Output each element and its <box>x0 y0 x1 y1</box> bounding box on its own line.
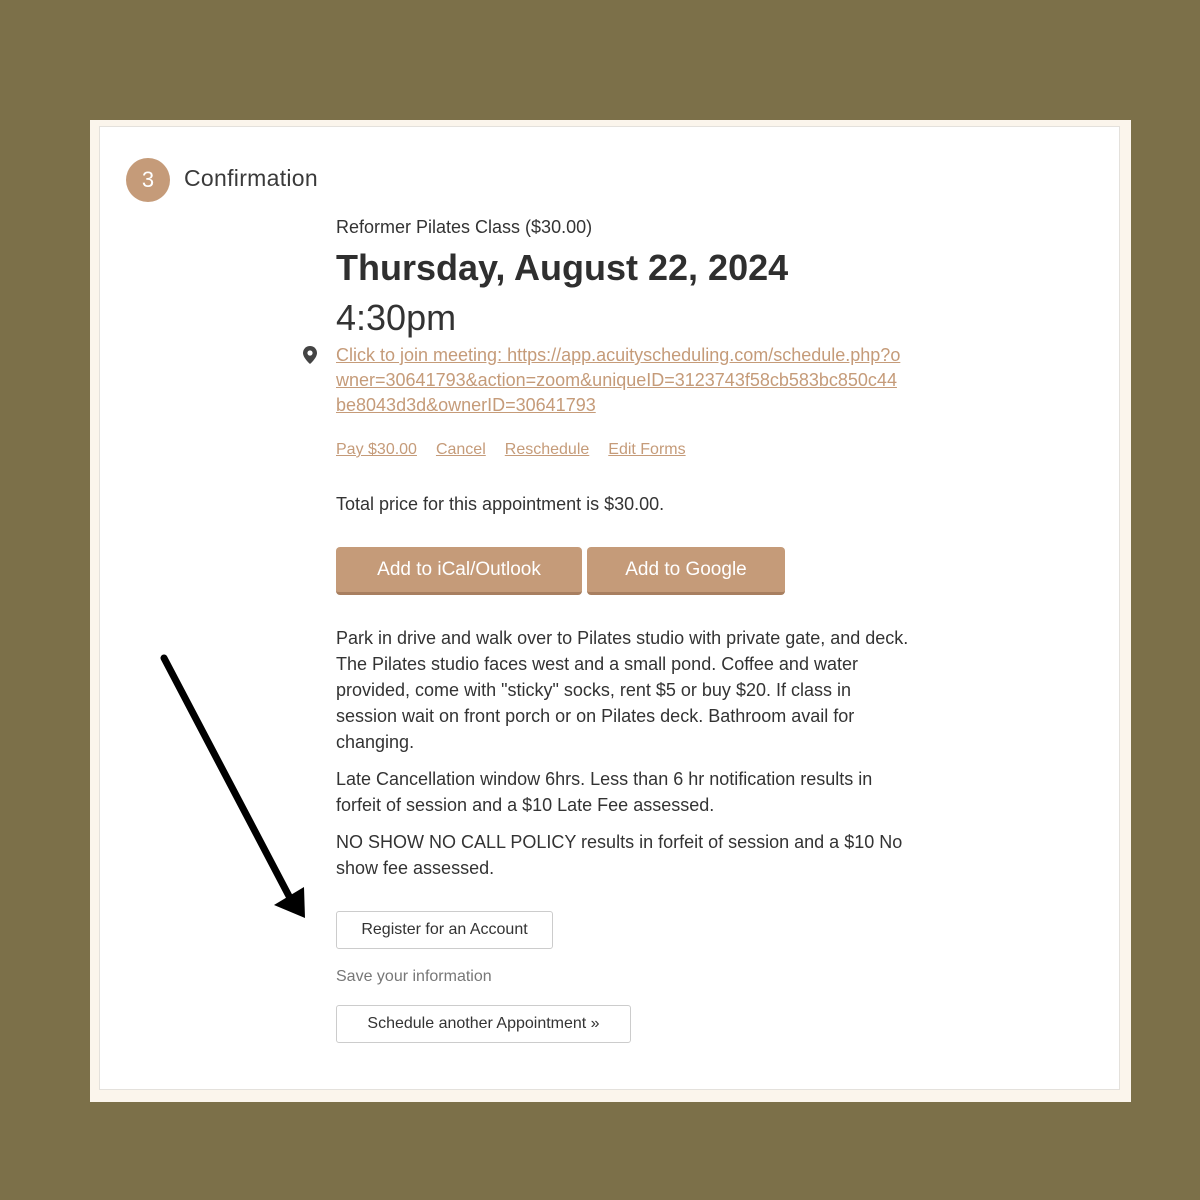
appointment-time: 4:30pm <box>336 297 457 338</box>
confirmation-card <box>99 126 1120 1090</box>
outer-frame <box>90 120 1131 1102</box>
register-account-button[interactable]: Register for an Account <box>336 911 553 949</box>
reschedule-link[interactable]: Reschedule <box>504 441 590 458</box>
calendar-buttons <box>336 547 785 595</box>
edit-forms-link[interactable]: Edit Forms <box>608 441 686 458</box>
cancel-link[interactable]: Cancel <box>435 441 486 458</box>
pay-link[interactable]: Pay $30.00 <box>336 441 417 458</box>
add-to-ical-button[interactable]: Add to iCal/Outlook <box>336 547 582 595</box>
map-pin-icon <box>303 346 317 364</box>
meeting-link[interactable]: Click to join meeting: https://app.acuityscheduling.com/schedule.php?owner=30641793&action=zoom&uniqueID=3123743f58cb583bc850c44be8043d3d&ownerID=30641793 <box>336 345 901 415</box>
step-title: Confirmation <box>184 165 318 191</box>
arrow-down-right-icon <box>150 650 320 930</box>
note-late-cancellation: Late Cancellation window 6hrs. Less than 6 hr notification results in forfeit of session and a $10 Late Fee assessed. <box>336 769 873 815</box>
note-no-show-policy: NO SHOW NO CALL POLICY results in forfeit of session and a $10 No show fee assessed. <box>336 832 903 878</box>
note-directions: Park in drive and walk over to Pilates studio with private gate, and deck. The Pilates studio faces west and a small pond. Coffee and water provided, come with "sticky" socks, rent $5 or buy $20. If class in session wait on front porch or on Pilates deck. Bathroom avail for changing. <box>336 628 909 752</box>
schedule-another-button[interactable]: Schedule another Appointment » <box>336 1005 631 1043</box>
step-number-badge: 3 <box>126 158 170 202</box>
appointment-date: Thursday, August 22, 2024 <box>336 247 789 288</box>
total-price: Total price for this appointment is $30.00. <box>336 494 665 514</box>
save-info-text: Save your information <box>336 968 492 985</box>
appointment-notes <box>336 625 916 892</box>
class-name: Reformer Pilates Class ($30.00) <box>336 217 593 237</box>
appointment-actions <box>336 441 686 459</box>
add-to-google-button[interactable]: Add to Google <box>587 547 785 595</box>
